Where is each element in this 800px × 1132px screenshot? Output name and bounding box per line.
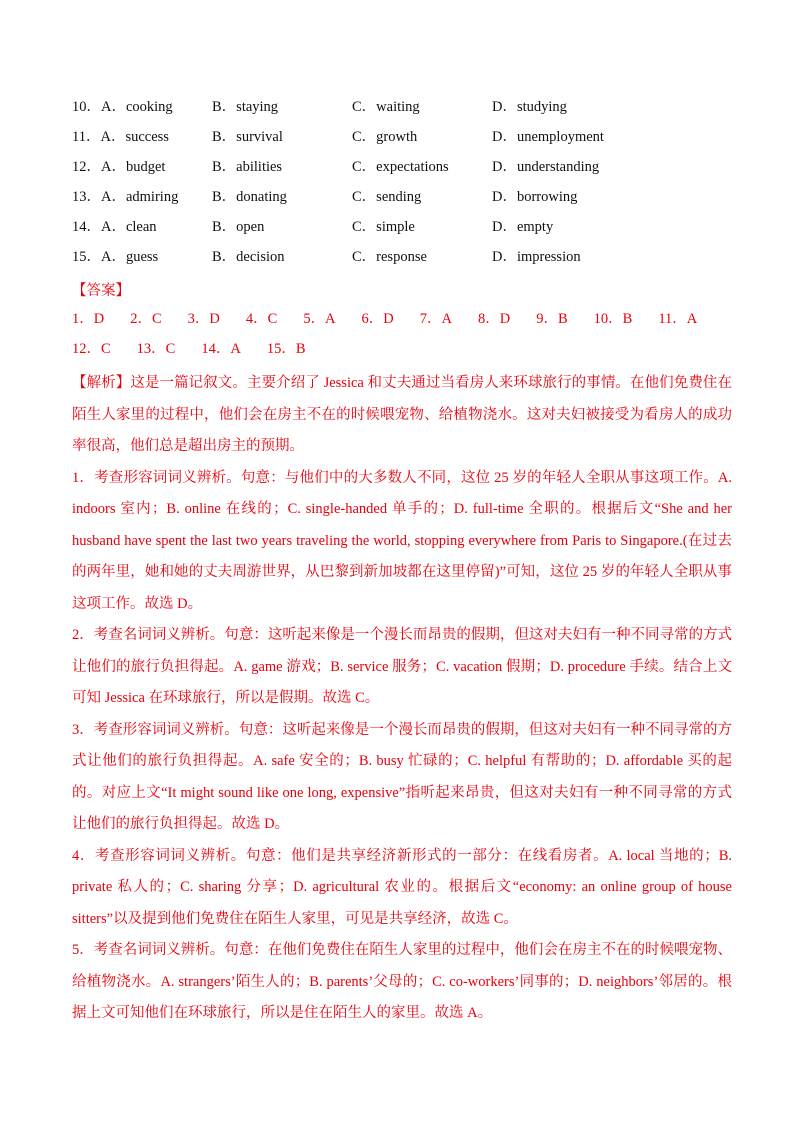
option-row-10 bbox=[72, 96, 732, 126]
option-row-15 bbox=[72, 246, 732, 276]
option-c: C．sending bbox=[352, 189, 422, 205]
analysis-item-4: 4．考查形容词词义辨析。句意：他们是共享经济新形式的一部分：在线看房者。A. local 当地的；B. private 私人的；C. sharing 分享；D. agricultural 农业的。根据后文“economy: an online group of house sitters”以及提到他们免费住在陌生人家里，可见是共享经济，故选 C。 bbox=[72, 847, 732, 927]
option-b: B．donating bbox=[212, 189, 287, 205]
answer-item: 6．D bbox=[361, 311, 394, 327]
option-row-14 bbox=[72, 216, 732, 246]
option-d: D．studying bbox=[492, 99, 567, 115]
answer-item: 15．B bbox=[266, 341, 306, 357]
answer-item: 3．D bbox=[187, 311, 220, 327]
analysis-item-5: 5．考查名词词义辨析。句意：在他们免费住在陌生人家里的过程中，他们会在房主不在的时候喂宠物、给植物浇水。A. strangers’陌生人的；B. parents’父母的；C. co-workers’同事的；D. neighbors’邻居的。根据上文可知他们在环球旅行，所以是住在陌生人的家里。故选 A。 bbox=[72, 942, 732, 1021]
answer-item: 12．C bbox=[72, 341, 111, 357]
answer-item: 1．D bbox=[72, 311, 105, 327]
option-a-text: A．clean bbox=[101, 219, 157, 235]
answer-item: 11．A bbox=[658, 311, 698, 327]
question-number: 14． bbox=[72, 219, 101, 235]
answer-item: 9．B bbox=[536, 311, 568, 327]
answer-item: 14．A bbox=[201, 341, 241, 357]
option-a bbox=[72, 186, 178, 208]
question-number: 15． bbox=[72, 249, 101, 265]
answer-line-2 bbox=[72, 338, 332, 360]
option-d: D．impression bbox=[492, 249, 581, 265]
answer-item: 13．C bbox=[136, 341, 176, 357]
option-a bbox=[72, 246, 158, 268]
option-b: B．open bbox=[212, 219, 265, 235]
option-c: C．growth bbox=[352, 129, 418, 145]
option-a-text: A．guess bbox=[101, 249, 159, 265]
question-number: 12． bbox=[72, 159, 101, 175]
option-a-text: A．budget bbox=[101, 159, 166, 175]
answer-item: 4．C bbox=[245, 311, 278, 327]
option-d: D．borrowing bbox=[492, 189, 578, 205]
option-c: C．expectations bbox=[352, 159, 449, 175]
option-c: C．response bbox=[352, 249, 427, 265]
option-c: C．waiting bbox=[352, 99, 420, 115]
option-row-11 bbox=[72, 126, 732, 156]
answer-item: 5．A bbox=[303, 311, 336, 327]
option-b: B．abilities bbox=[212, 159, 283, 175]
option-d: D．unemployment bbox=[492, 129, 604, 145]
answer-item: 2．C bbox=[130, 311, 162, 327]
option-b: B．survival bbox=[212, 129, 283, 145]
analysis-item-3: 3．考查形容词词义辨析。句意：这听起来像是一个漫长而昂贵的假期，但这对夫妇有一种不同寻常的方式让他们的旅行负担得起。A. safe 安全的；B. busy 忙碌的；C. helpful 有帮助的；D. affordable 买的起的。对应上文“It might sound like one long, expensive”指听起来昂贵，但这对夫妇有一种不同寻常的方式让他们的旅行负担得起。故选 D。 bbox=[72, 721, 732, 832]
options-block bbox=[72, 96, 732, 276]
option-a bbox=[72, 216, 157, 238]
analysis-item-1: 1．考查形容词词义辨析。句意：与他们中的大多数人不同，这位 25 岁的年轻人全职从事这项工作。A. indoors 室内；B. online 在线的；C. single-handed 单手的；D. full-time 全职的。根据后文“She and her husband have spent the last two years traveling the world, stopping everywhere from Paris to Singapore.(在过去的两年里，她和她的丈夫周游世界，从巴黎到新加坡都在这里停留)”可知，这位 25 岁的年轻人全职从事这项工作。故选 D。 bbox=[72, 469, 732, 612]
option-row-12 bbox=[72, 156, 732, 186]
analysis-section bbox=[72, 368, 732, 1030]
answer-item: 7．A bbox=[419, 311, 453, 327]
option-row-13 bbox=[72, 186, 732, 216]
question-number: 10． bbox=[72, 99, 101, 115]
option-c: C．simple bbox=[352, 219, 415, 235]
option-a-text: A．admiring bbox=[101, 189, 179, 205]
option-d: D．empty bbox=[492, 219, 554, 235]
option-a bbox=[72, 96, 173, 118]
option-b: B．decision bbox=[212, 249, 285, 265]
option-a-text: A．success bbox=[100, 129, 169, 145]
answer-line-1 bbox=[72, 308, 697, 330]
question-number: 11． bbox=[72, 129, 101, 145]
analysis-intro: 【解析】这是一篇记叙文。主要介绍了 Jessica 和丈夫通过当看房人来环球旅行的事情。在他们免费住在陌生人家里的过程中，他们会在房主不在的时候喂宠物、给植物浇水。这对夫妇被接受为看房人的成功率很高，他们总是超出房主的预期。 bbox=[72, 375, 732, 454]
answer-item: 8．D bbox=[478, 311, 511, 327]
answer-item: 10．B bbox=[593, 311, 633, 327]
option-a bbox=[72, 156, 165, 178]
analysis-item-2: 2．考查名词词义辨析。句意：这听起来像是一个漫长而昂贵的假期，但这对夫妇有一种不同寻常的方式让他们的旅行负担得起。A. game 游戏；B. service 服务；C. vacation 假期；D. procedure 手续。结合上文可知 Jessica 在环球旅行，所以是假期。故选 C。 bbox=[72, 627, 732, 706]
option-a-text: A．cooking bbox=[101, 99, 173, 115]
option-b: B．staying bbox=[212, 99, 279, 115]
option-d: D．understanding bbox=[492, 159, 600, 175]
question-number: 13． bbox=[72, 189, 101, 205]
option-a bbox=[72, 126, 169, 148]
answer-heading: 【答案】 bbox=[72, 283, 130, 299]
